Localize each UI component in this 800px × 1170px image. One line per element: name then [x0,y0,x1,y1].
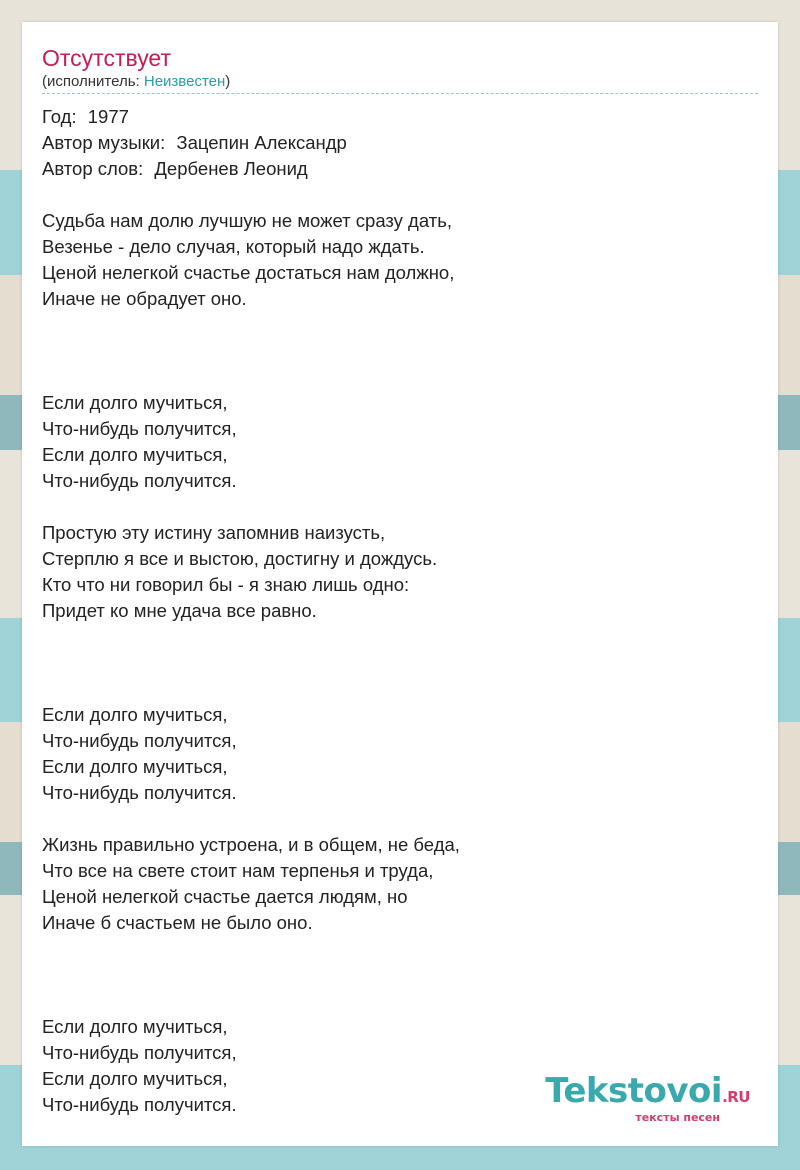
lyric-line: Простую эту истину запомнив наизусть, [42,522,386,543]
lyrics-card [22,22,778,1146]
lyric-line: Кто что ни говорил бы - я знаю лишь одно: [42,574,410,595]
lyric-line: Что-нибудь получится. [42,1094,237,1115]
verse-2 [42,520,460,624]
stanza-gap [42,936,460,1014]
logo-name: Tekstovoi [545,1071,723,1111]
logo-tld: .RU [722,1088,750,1106]
lyric-line: Если долго мучиться, [42,444,228,465]
lyric-line: Если долго мучиться, [42,1016,228,1037]
artist-line [42,72,230,92]
lyric-line: Стерплю я все и выстою, достигну и дождусь. [42,548,438,569]
artist-suffix: ) [225,73,231,90]
stanza-gap [42,624,460,702]
lyric-line: Что-нибудь получится. [42,782,237,803]
song-meta [42,104,347,182]
lyric-line: Ценой нелегкой счастье дается людям, но [42,886,408,907]
artist-link[interactable]: Неизвестен [143,73,226,90]
stanza-gap [42,312,460,390]
lyric-line: Иначе б счастьем не было оно. [42,912,313,933]
words-author-label: Автор слов: [42,158,144,179]
lyric-line: Придет ко мне удача все равно. [42,600,317,621]
dashed-divider [42,93,758,94]
meta-year [42,104,347,130]
words-author-value: Дербенев Леонид [154,158,308,179]
lyric-line: Что-нибудь получится, [42,730,237,751]
logo-tagline: тексты песен [635,1111,720,1124]
lyric-line: Что-нибудь получится. [42,470,237,491]
lyric-line: Жизнь правильно устроена, и в общем, не беда, [42,834,460,855]
verse-1 [42,208,460,312]
chorus-2 [42,702,460,806]
stanza-gap [42,494,460,520]
year-value: 1977 [87,106,129,127]
chorus-3 [42,1014,460,1118]
logo-wordmark [545,1073,750,1115]
lyric-line: Что все на свете стоит нам терпенья и труда, [42,860,434,881]
lyric-line: Судьба нам долю лучшую не может сразу дать, [42,210,452,231]
lyric-line: Если долго мучиться, [42,1068,228,1089]
artist-prefix: (исполнитель: [42,73,144,90]
lyric-line: Что-нибудь получится, [42,418,237,439]
lyric-line: Если долго мучиться, [42,392,228,413]
site-logo[interactable] [545,1073,750,1124]
stanza-gap [42,806,460,832]
verse-3 [42,832,460,936]
music-author-label: Автор музыки: [42,132,166,153]
lyric-line: Везенье - дело случая, который надо ждать. [42,236,425,257]
music-author-value: Зацепин Александр [176,132,347,153]
lyrics-text [42,208,460,1118]
year-label: Год: [42,106,77,127]
song-title: Отсутствует [42,45,171,71]
lyric-line: Если долго мучиться, [42,756,228,777]
meta-music-author [42,130,347,156]
lyric-line: Если долго мучиться, [42,704,228,725]
lyric-line: Что-нибудь получится, [42,1042,237,1063]
lyric-line: Ценой нелегкой счастье достаться нам должно, [42,262,455,283]
lyric-line: Иначе не обрадует оно. [42,288,247,309]
chorus-1 [42,390,460,494]
meta-words-author [42,156,347,182]
